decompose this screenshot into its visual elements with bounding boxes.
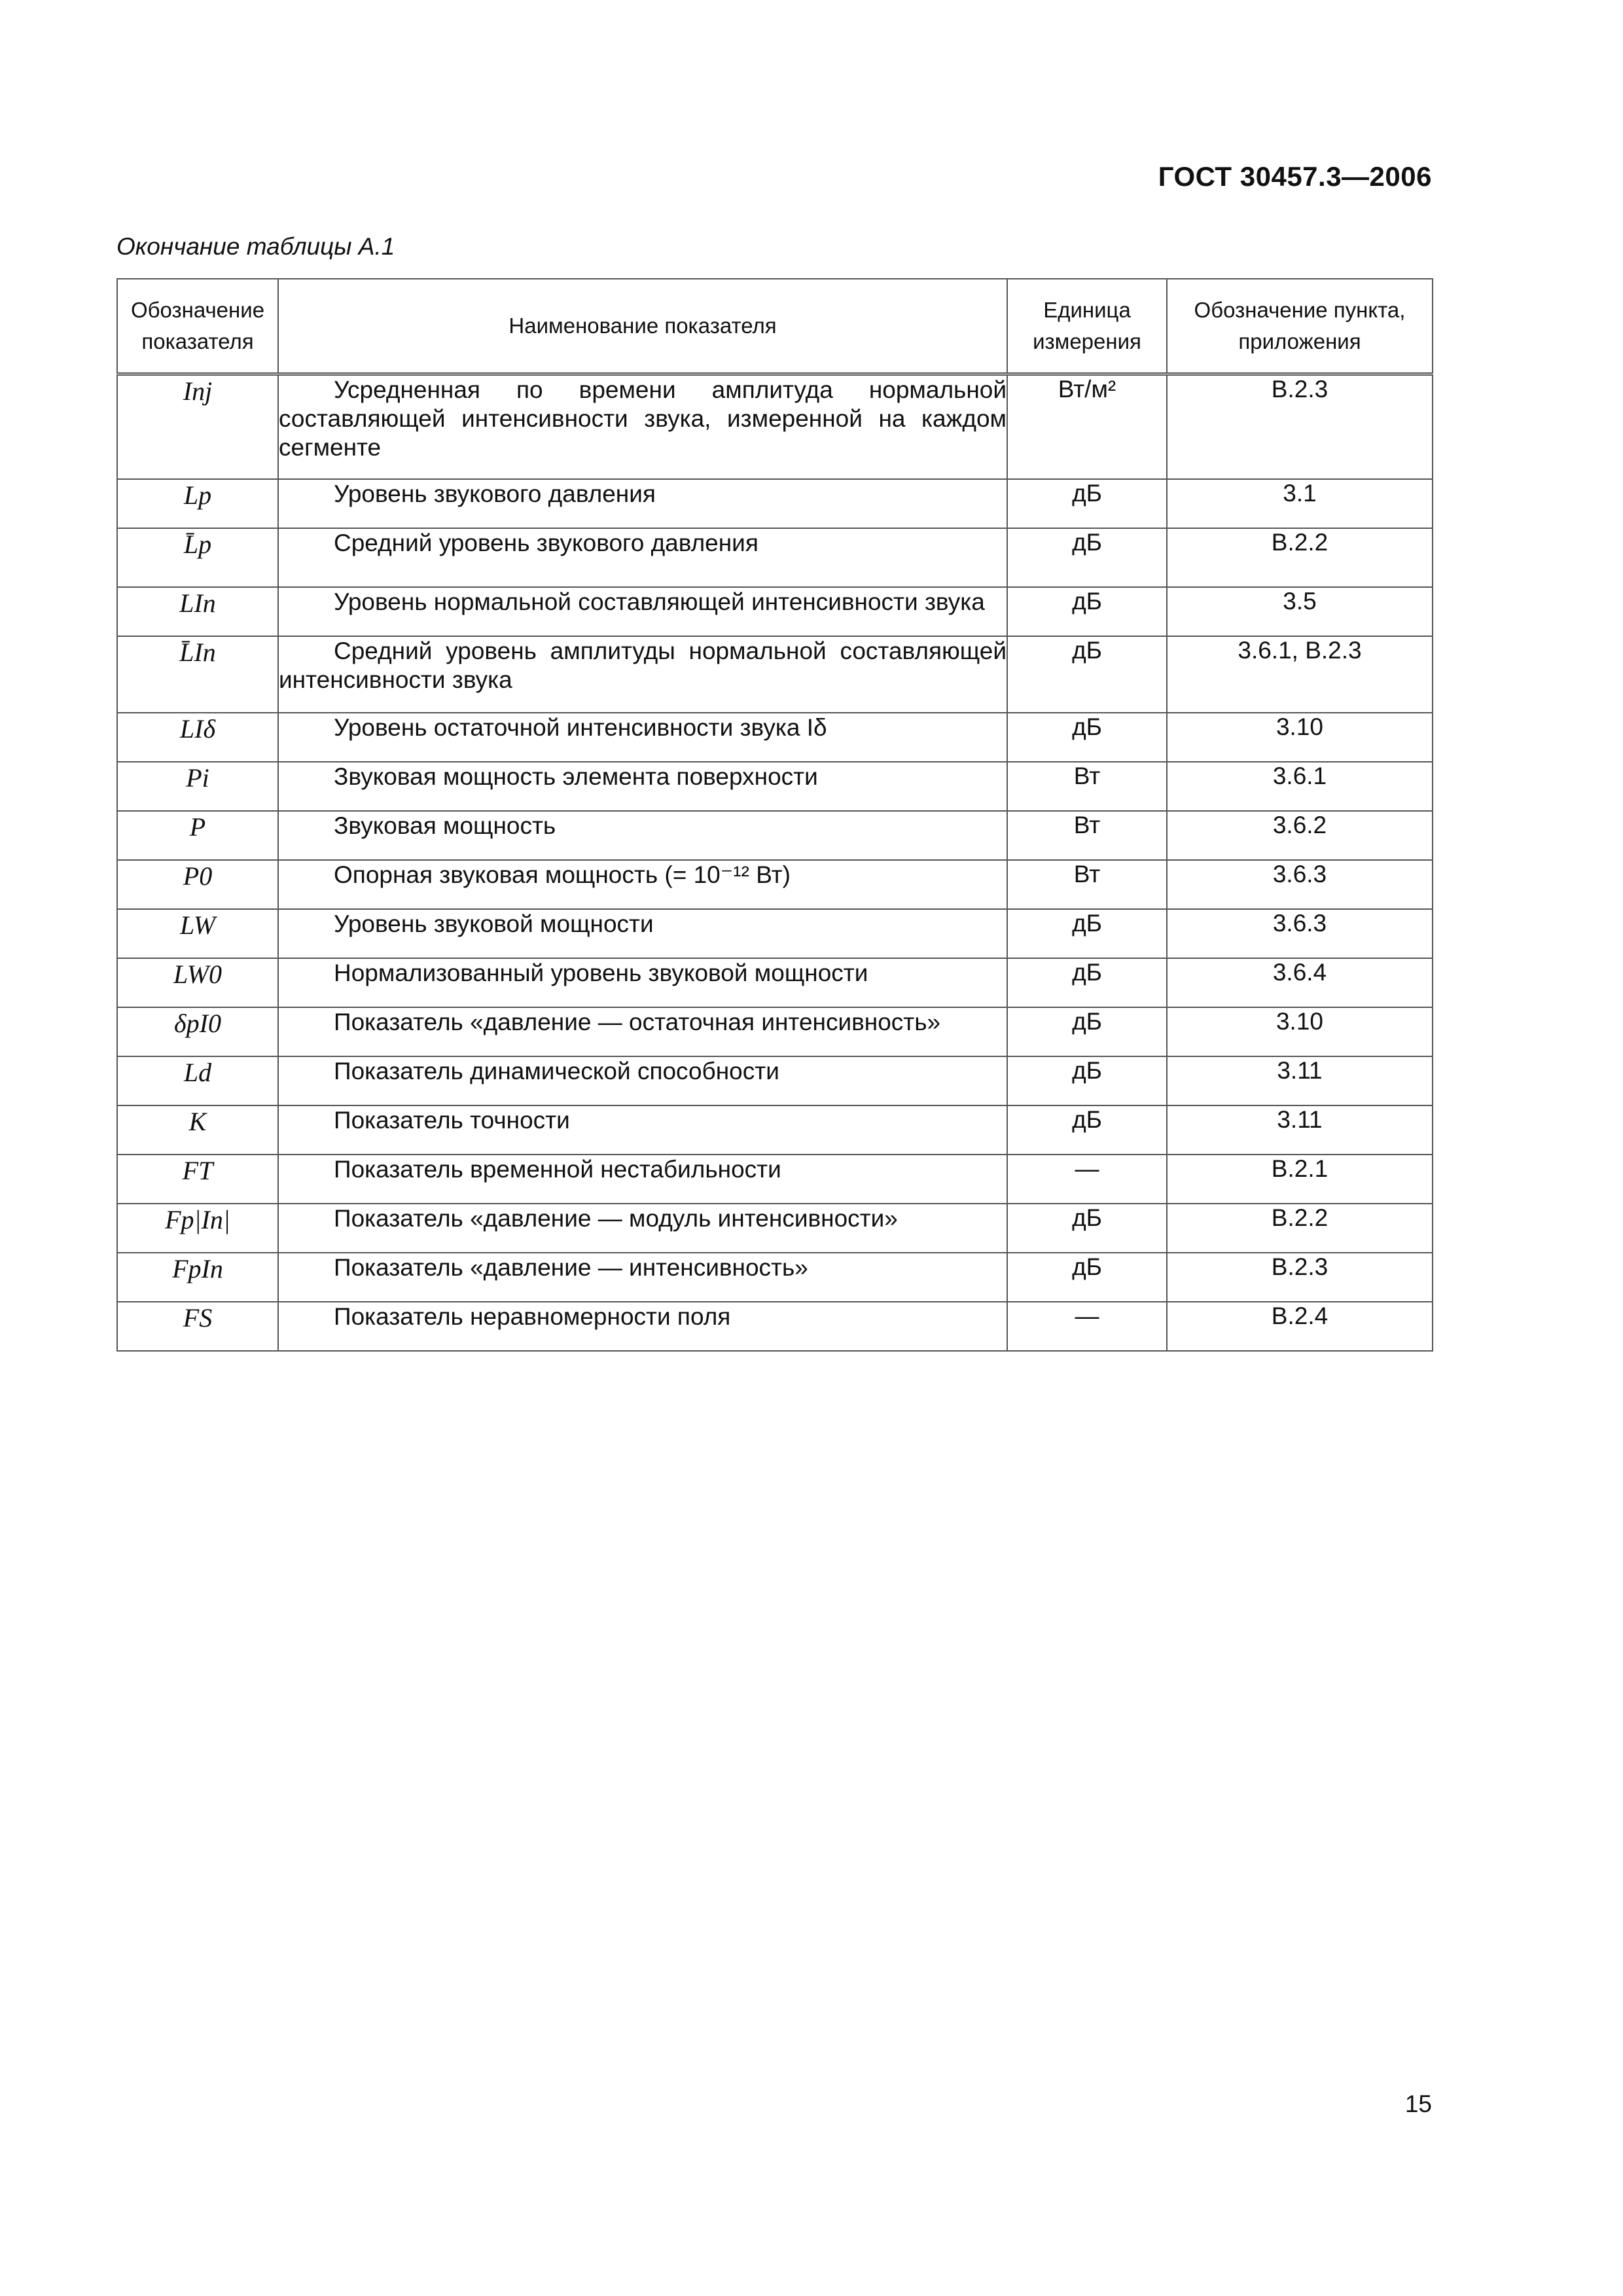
symbol-cell-text: L̄In: [179, 637, 216, 667]
unit-cell: [1007, 587, 1167, 636]
name-cell-text: Показатель точности: [334, 1106, 570, 1134]
ref-cell-text: 3.6.1, В.2.3: [1238, 636, 1362, 664]
table-row: [117, 860, 1433, 909]
unit-cell-text: Вт: [1073, 860, 1101, 888]
name-cell-text: Показатель «давление — модуль интенсивности»: [334, 1204, 898, 1232]
ref-cell: [1167, 1105, 1433, 1155]
table-row: [117, 1253, 1433, 1302]
unit-cell: [1007, 636, 1167, 713]
name-cell: [278, 1253, 1007, 1302]
symbol-cell-text: Fp|In|: [165, 1204, 230, 1234]
table-caption: Окончание таблицы А.1: [116, 233, 395, 260]
unit-cell-text: дБ: [1072, 1105, 1102, 1133]
symbol-cell: [117, 1253, 278, 1302]
ref-cell: [1167, 374, 1433, 479]
symbol-cell: [117, 860, 278, 909]
symbol-cell: [117, 374, 278, 479]
table-row: [117, 1105, 1433, 1155]
unit-cell: [1007, 1056, 1167, 1105]
ref-cell-text: 3.6.4: [1272, 958, 1327, 986]
ref-cell: [1167, 479, 1433, 528]
table-row: [117, 1056, 1433, 1105]
name-cell: [278, 1007, 1007, 1056]
name-cell-text: Звуковая мощность элемента поверхности: [334, 762, 818, 790]
ref-cell: [1167, 762, 1433, 811]
ref-cell: [1167, 1007, 1433, 1056]
name-cell-text: Показатель «давление — интенсивность»: [334, 1253, 808, 1281]
ref-cell-text: 3.5: [1283, 587, 1317, 615]
name-cell: [278, 479, 1007, 528]
name-cell: [278, 713, 1007, 762]
symbol-cell-text: FS: [183, 1302, 213, 1333]
ref-cell: [1167, 636, 1433, 713]
unit-cell: [1007, 479, 1167, 528]
ref-cell: [1167, 1204, 1433, 1253]
table-row: [117, 1204, 1433, 1253]
table-row: [117, 587, 1433, 636]
name-cell: [278, 1155, 1007, 1204]
unit-cell-text: дБ: [1072, 479, 1102, 507]
table-row: [117, 713, 1433, 762]
symbol-cell-text: LW: [179, 910, 216, 940]
name-cell-text: Показатель временной нестабильности: [334, 1155, 781, 1183]
symbol-cell: [117, 1155, 278, 1204]
name-cell: [278, 1105, 1007, 1155]
unit-cell: [1007, 374, 1167, 479]
symbol-cell-text: δpI0: [174, 1008, 221, 1038]
unit-cell-text: —: [1075, 1155, 1099, 1182]
header-ref: Обозначение пункта, приложения: [1167, 279, 1433, 374]
name-cell: [278, 1302, 1007, 1351]
name-cell-text: Показатель динамической способности: [334, 1057, 779, 1085]
name-cell: [278, 811, 1007, 860]
name-cell: [278, 909, 1007, 958]
ref-cell: [1167, 1155, 1433, 1204]
name-cell-text: Показатель неравномерности поля: [334, 1302, 731, 1330]
ref-cell-text: В.2.3: [1271, 1253, 1329, 1280]
symbol-cell-text: Inj: [183, 376, 213, 406]
ref-cell-text: 3.6.1: [1272, 762, 1327, 789]
symbol-cell-text: K: [188, 1106, 207, 1136]
table-row: [117, 811, 1433, 860]
symbol-cell-text: Ld: [183, 1057, 212, 1087]
unit-cell-text: дБ: [1072, 958, 1102, 986]
header-unit: Единица измерения: [1007, 279, 1167, 374]
symbol-cell: [117, 479, 278, 528]
ref-cell-text: 3.6.3: [1272, 860, 1327, 888]
unit-cell-text: Вт/м²: [1058, 376, 1116, 403]
table-header-row: [117, 279, 1433, 374]
unit-cell: [1007, 1007, 1167, 1056]
unit-cell-text: дБ: [1072, 528, 1102, 556]
symbol-cell: [117, 909, 278, 958]
table-row: [117, 528, 1433, 587]
table-row: [117, 958, 1433, 1007]
ref-cell: [1167, 811, 1433, 860]
symbol-cell-text: LIδ: [179, 713, 216, 744]
symbol-cell-text: FpIn: [172, 1253, 223, 1283]
name-cell: [278, 587, 1007, 636]
name-cell-text: Уровень нормальной составляющей интенсивности звука: [334, 588, 985, 615]
unit-cell-text: дБ: [1072, 587, 1102, 615]
symbol-cell-text: LIn: [179, 588, 216, 618]
ref-cell: [1167, 909, 1433, 958]
ref-cell-text: 3.11: [1277, 1105, 1323, 1133]
ref-cell: [1167, 528, 1433, 587]
unit-cell: [1007, 1204, 1167, 1253]
table-row: [117, 909, 1433, 958]
unit-cell: [1007, 762, 1167, 811]
ref-cell-text: 3.10: [1275, 1007, 1323, 1035]
name-cell-text: Уровень звуковой мощности: [334, 910, 654, 937]
ref-cell: [1167, 713, 1433, 762]
ref-cell-text: 3.10: [1275, 713, 1323, 740]
unit-cell: [1007, 1253, 1167, 1302]
symbol-cell: [117, 636, 278, 713]
symbol-cell: [117, 1056, 278, 1105]
symbol-cell-text: FT: [182, 1155, 213, 1185]
table-row: [117, 479, 1433, 528]
ref-cell-text: В.2.3: [1271, 376, 1329, 403]
unit-cell: [1007, 1105, 1167, 1155]
ref-cell: [1167, 1302, 1433, 1351]
ref-cell: [1167, 958, 1433, 1007]
name-cell-text: Нормализованный уровень звуковой мощности: [334, 959, 868, 986]
ref-cell-text: 3.6.2: [1272, 811, 1327, 838]
ref-cell-text: В.2.2: [1271, 528, 1329, 556]
unit-cell-text: дБ: [1072, 1056, 1102, 1084]
unit-cell-text: —: [1075, 1302, 1099, 1329]
symbol-cell: [117, 528, 278, 587]
name-cell-text: Усредненная по времени амплитуда нормальной составляющей интенсивности звука, измеренной на каждом сегменте: [279, 376, 1007, 461]
unit-cell-text: дБ: [1072, 713, 1102, 740]
table-row: [117, 1007, 1433, 1056]
symbol-cell: [117, 1105, 278, 1155]
name-cell: [278, 1056, 1007, 1105]
name-cell: [278, 762, 1007, 811]
table-row: [117, 636, 1433, 713]
page-number: 15: [1404, 2090, 1432, 2117]
table-row: [117, 762, 1433, 811]
ref-cell-text: 3.11: [1277, 1056, 1323, 1084]
table-row: [117, 374, 1433, 479]
unit-cell: [1007, 713, 1167, 762]
unit-cell: [1007, 958, 1167, 1007]
table-row: [117, 1155, 1433, 1204]
name-cell: [278, 958, 1007, 1007]
symbol-cell: [117, 713, 278, 762]
unit-cell: [1007, 528, 1167, 587]
document-code: ГОСТ 30457.3—2006: [1158, 161, 1432, 192]
name-cell: [278, 528, 1007, 587]
name-cell-text: Звуковая мощность: [334, 812, 556, 839]
ref-cell: [1167, 860, 1433, 909]
symbol-cell-text: L̄p: [183, 529, 212, 559]
symbol-cell-text: P0: [183, 861, 213, 891]
symbol-cell-text: Pi: [186, 762, 209, 793]
table-row: [117, 1302, 1433, 1351]
unit-cell: [1007, 811, 1167, 860]
unit-cell: [1007, 860, 1167, 909]
symbol-cell: [117, 1204, 278, 1253]
symbol-cell: [117, 958, 278, 1007]
header-name: Наименование показателя: [278, 279, 1007, 374]
unit-cell-text: Вт: [1073, 762, 1101, 789]
unit-cell: [1007, 1155, 1167, 1204]
symbol-cell: [117, 1302, 278, 1351]
unit-cell-text: дБ: [1072, 1204, 1102, 1231]
ref-cell-text: В.2.4: [1271, 1302, 1329, 1329]
symbol-cell: [117, 811, 278, 860]
ref-cell-text: В.2.1: [1271, 1155, 1329, 1182]
ref-cell-text: 3.6.3: [1272, 909, 1327, 937]
name-cell-text: Уровень звукового давления: [334, 480, 656, 507]
name-cell-text: Средний уровень звукового давления: [334, 529, 758, 556]
unit-cell: [1007, 1302, 1167, 1351]
ref-cell: [1167, 587, 1433, 636]
name-cell-text: Средний уровень амплитуды нормальной составляющей интенсивности звука: [279, 637, 1007, 693]
symbol-cell: [117, 762, 278, 811]
symbol-cell: [117, 1007, 278, 1056]
ref-cell: [1167, 1056, 1433, 1105]
symbol-cell-text: P: [189, 812, 206, 842]
name-cell-text: Уровень остаточной интенсивности звука Iδ: [334, 713, 827, 741]
unit-cell-text: дБ: [1072, 636, 1102, 664]
name-cell-text: Показатель «давление — остаточная интенсивность»: [334, 1008, 941, 1035]
name-cell: [278, 860, 1007, 909]
header-symbol: Обозначение показателя: [117, 279, 278, 374]
indicators-table: [116, 278, 1433, 1352]
unit-cell-text: дБ: [1072, 1007, 1102, 1035]
ref-cell-text: В.2.2: [1271, 1204, 1329, 1231]
symbol-cell: [117, 587, 278, 636]
unit-cell-text: Вт: [1073, 811, 1101, 838]
ref-cell: [1167, 1253, 1433, 1302]
name-cell-text: Опорная звуковая мощность (= 10⁻¹² Вт): [334, 861, 791, 888]
unit-cell-text: дБ: [1072, 909, 1102, 937]
name-cell: [278, 374, 1007, 479]
ref-cell-text: 3.1: [1283, 479, 1317, 507]
name-cell: [278, 1204, 1007, 1253]
symbol-cell-text: LW0: [173, 959, 223, 989]
unit-cell: [1007, 909, 1167, 958]
symbol-cell-text: Lp: [183, 480, 212, 510]
unit-cell-text: дБ: [1072, 1253, 1102, 1280]
name-cell: [278, 636, 1007, 713]
